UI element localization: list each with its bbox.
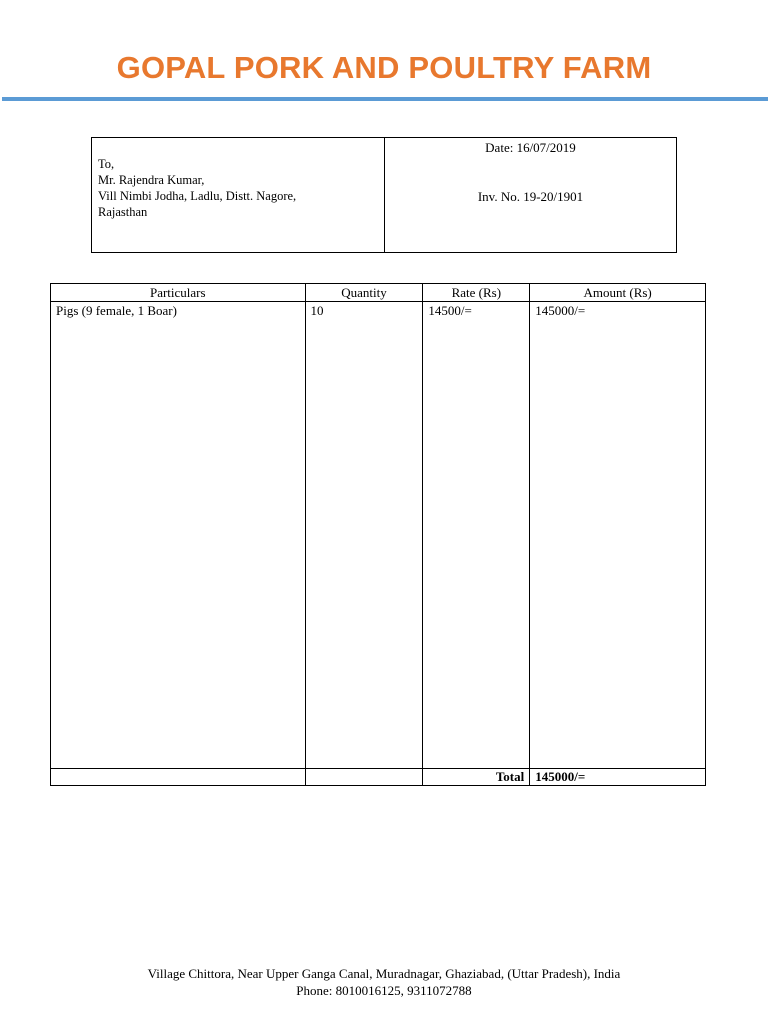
total-value: 145000/= xyxy=(530,769,706,786)
invoice-meta xyxy=(385,138,676,252)
company-title: GOPAL PORK AND POULTRY FARM xyxy=(116,50,652,85)
total-label: Total xyxy=(423,769,530,786)
total-empty-cell xyxy=(51,769,306,786)
footer xyxy=(0,965,768,999)
items-table xyxy=(50,283,706,786)
total-row xyxy=(51,769,706,786)
header-amount: Amount (Rs) xyxy=(530,284,706,302)
recipient-block xyxy=(92,138,385,252)
header-divider xyxy=(2,97,768,101)
cell-quantity: 10 xyxy=(305,302,423,769)
cell-particulars: Pigs (9 female, 1 Boar) xyxy=(51,302,306,769)
header-particulars: Particulars xyxy=(51,284,306,302)
invoice-date: Date: 16/07/2019 xyxy=(485,140,576,155)
footer-phone: Phone: 8010016125, 9311072788 xyxy=(296,983,472,998)
footer-address: Village Chittora, Near Upper Ganga Canal, Muradnagar, Ghaziabad, (Uttar Pradesh), India xyxy=(147,966,621,981)
table-row xyxy=(51,302,706,769)
cell-amount: 145000/= xyxy=(530,302,706,769)
invoice-number: Inv. No. 19-20/1901 xyxy=(477,189,584,204)
header-quantity: Quantity xyxy=(305,284,423,302)
address-box xyxy=(91,137,677,253)
cell-rate: 14500/= xyxy=(423,302,530,769)
recipient-line: Vill Nimbi Jodha, Ladlu, Distt. Nagore, xyxy=(98,189,297,203)
table-header-row xyxy=(51,284,706,302)
header-rate: Rate (Rs) xyxy=(423,284,530,302)
recipient-line: Rajasthan xyxy=(98,205,148,219)
recipient-line: To, xyxy=(98,157,115,171)
recipient-line: Mr. Rajendra Kumar, xyxy=(98,173,205,187)
total-empty-cell xyxy=(305,769,423,786)
